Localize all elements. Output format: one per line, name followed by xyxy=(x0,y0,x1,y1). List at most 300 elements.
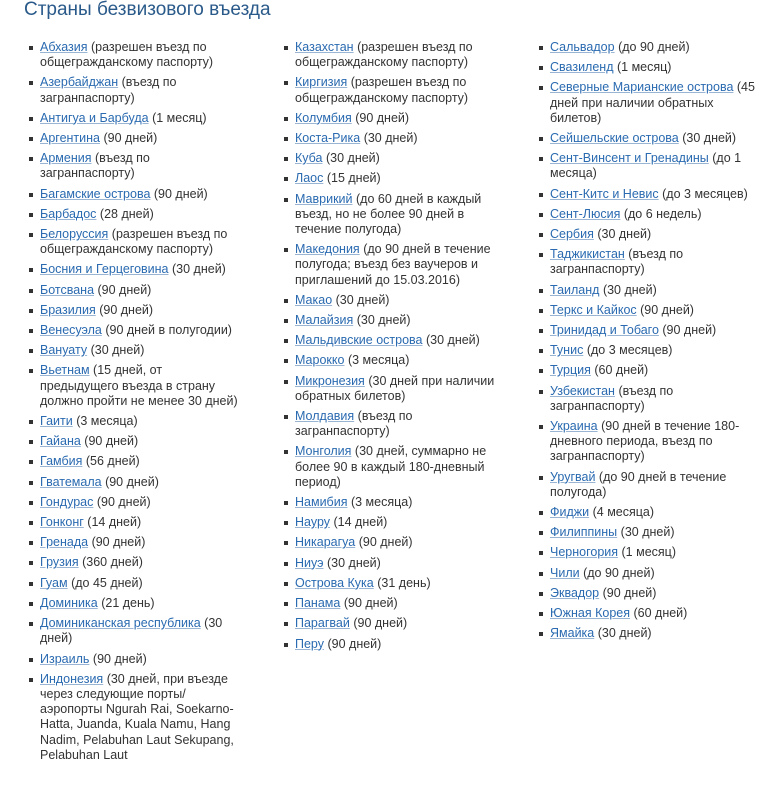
country-link[interactable]: Южная Корея xyxy=(550,606,630,621)
country-link[interactable]: Куба xyxy=(295,151,323,166)
country-list-item xyxy=(279,576,495,591)
visa-terms: (31 день) xyxy=(377,575,431,590)
bullet-icon xyxy=(284,117,288,121)
country-list-item xyxy=(24,283,238,298)
country-list-item xyxy=(279,293,495,308)
bullet-icon xyxy=(539,612,543,616)
visa-terms: (30 дней, при въезде через следующие порты/аэропорты Ngurah Rai, Soekarno-Hatta, Juanda, Kuala Namu, Hang Nadim, Pelabuhan Laut Sekupang, Pelabuhan Laut xyxy=(40,671,234,762)
visa-terms: (4 месяца) xyxy=(592,505,655,520)
bullet-icon xyxy=(284,643,288,647)
visa-terms: (90 дней) xyxy=(662,323,717,338)
bullet-icon xyxy=(539,511,543,515)
country-link[interactable]: Микронезия xyxy=(295,373,365,388)
bullet-icon xyxy=(29,658,33,662)
visa-terms: (разрешен въезд по общегражданскому паспорту) xyxy=(40,40,214,70)
bullet-icon xyxy=(284,157,288,161)
country-link[interactable]: Мальдивские острова xyxy=(295,333,423,348)
country-list-item xyxy=(534,303,766,318)
country-link[interactable]: Армения xyxy=(40,151,92,166)
country-list-item xyxy=(534,207,766,222)
country-list-item xyxy=(24,363,238,409)
visa-terms: (30 дней) xyxy=(682,131,737,146)
visa-terms: (90 дней) xyxy=(602,585,657,600)
country-link[interactable]: Колумбия xyxy=(295,110,352,125)
bullet-icon xyxy=(284,380,288,384)
country-list-item xyxy=(279,515,495,530)
country-list-item xyxy=(279,192,495,238)
country-list-item xyxy=(279,313,495,328)
country-list-item xyxy=(24,262,238,277)
visa-terms: (360 дней) xyxy=(82,555,143,570)
bullet-icon xyxy=(284,46,288,50)
visa-terms: (разрешен въезд по общегражданскому паспорту) xyxy=(40,227,228,257)
country-link[interactable]: Науру xyxy=(295,515,331,530)
country-list-item xyxy=(24,434,238,449)
country-link[interactable]: Гватемала xyxy=(40,474,102,489)
visa-terms: (до 6 недель) xyxy=(623,206,702,221)
visa-terms: (до 60 дней в каждый въезд, но не более 90 дней в течение полугода) xyxy=(295,191,482,237)
country-list-item xyxy=(24,672,238,763)
country-link[interactable]: Израиль xyxy=(40,651,90,666)
visa-terms: (до 90 дней в течение полугода; въезд без ваучеров и приглашений до 15.03.2016) xyxy=(295,242,491,287)
bullet-icon xyxy=(29,521,33,525)
country-link[interactable]: Гамбия xyxy=(40,454,83,469)
country-link[interactable]: Острова Кука xyxy=(295,575,374,590)
visa-terms: (3 месяца) xyxy=(76,414,138,429)
bullet-icon xyxy=(539,157,543,161)
visa-terms: (14 дней) xyxy=(333,515,388,530)
country-link[interactable]: Македония xyxy=(295,242,360,257)
country-link[interactable]: Гондурас xyxy=(40,494,94,509)
bullet-icon xyxy=(539,551,543,555)
visa-terms: (разрешен въезд по общегражданскому паспорту) xyxy=(295,75,469,105)
visa-terms: (15 дней, от предыдущего въезда в страну должно пройти не менее 30 дней) xyxy=(40,363,238,408)
country-list-item xyxy=(24,343,238,358)
bullet-icon xyxy=(284,602,288,606)
country-list-item xyxy=(279,374,495,404)
country-list-item xyxy=(534,470,766,500)
visa-terms: (3 месяца) xyxy=(347,353,410,368)
bullet-icon xyxy=(29,46,33,50)
country-link[interactable]: Парагвай xyxy=(295,616,350,631)
bullet-icon xyxy=(29,349,33,353)
bullet-icon xyxy=(539,425,543,429)
visa-terms: (до 45 дней) xyxy=(71,575,143,590)
country-link[interactable]: Грузия xyxy=(40,555,79,570)
country-list-item xyxy=(24,151,238,181)
country-list-item xyxy=(534,247,766,277)
country-list-item xyxy=(279,616,495,631)
country-link[interactable]: Гаити xyxy=(40,414,73,429)
country-list-item xyxy=(534,626,766,641)
bullet-icon xyxy=(539,193,543,197)
visa-terms: (3 месяца) xyxy=(350,495,413,510)
country-link[interactable]: Таиланд xyxy=(550,282,600,297)
country-list-item xyxy=(534,151,766,181)
country-link[interactable]: Венесуэла xyxy=(40,323,102,338)
country-column-1 xyxy=(24,40,238,768)
bullet-icon xyxy=(29,440,33,444)
visa-terms: (разрешен въезд по общегражданскому паспорту) xyxy=(295,40,473,70)
visa-terms: (60 дней) xyxy=(633,606,688,621)
country-list-item xyxy=(279,242,495,288)
country-list-item xyxy=(534,343,766,358)
country-list-item xyxy=(534,505,766,520)
bullet-icon xyxy=(284,177,288,181)
bullet-icon xyxy=(284,248,288,252)
visa-terms: (30 дней) xyxy=(425,333,480,348)
bullet-icon xyxy=(29,369,33,373)
country-link[interactable]: Тринидад и Тобаго xyxy=(550,323,659,338)
visa-terms: (21 день) xyxy=(101,595,155,610)
country-link[interactable]: Украина xyxy=(550,419,598,434)
visa-terms: (90 дней) xyxy=(103,131,158,146)
visa-terms: (1 месяц) xyxy=(152,110,207,125)
bullet-icon xyxy=(284,198,288,202)
visa-terms: (30 дней) xyxy=(363,131,418,146)
country-link[interactable]: Малайзия xyxy=(295,313,354,328)
bullet-icon xyxy=(29,268,33,272)
country-list-item xyxy=(279,556,495,571)
country-link[interactable]: Марокко xyxy=(295,353,345,368)
country-list-item xyxy=(279,495,495,510)
visa-terms: (1 месяц) xyxy=(616,60,672,75)
visa-terms: (90 дней) xyxy=(327,636,382,651)
country-list-item xyxy=(279,409,495,439)
country-link[interactable]: Черногория xyxy=(550,545,619,560)
country-link[interactable]: Аргентина xyxy=(40,131,100,146)
country-list-item xyxy=(534,525,766,540)
visa-terms: (90 дней) xyxy=(353,616,408,631)
country-link[interactable]: Турция xyxy=(550,363,591,378)
country-link[interactable]: Казахстан xyxy=(295,40,354,54)
bullet-icon xyxy=(29,541,33,545)
visa-terms: (до 1 месяца) xyxy=(550,151,742,181)
visa-terms: (56 дней) xyxy=(85,454,140,469)
country-link[interactable]: Вьетнам xyxy=(40,363,90,378)
country-link[interactable]: Узбекистан xyxy=(550,383,615,398)
country-link[interactable]: Босния и Герцеговина xyxy=(40,262,169,277)
country-list-item xyxy=(24,495,238,510)
country-link[interactable]: Гренада xyxy=(40,535,89,550)
bullet-icon xyxy=(539,476,543,480)
country-link[interactable]: Коста-Рика xyxy=(295,131,361,146)
country-link[interactable]: Гайана xyxy=(40,434,81,449)
bullet-icon xyxy=(539,289,543,293)
visa-terms: (90 дней) xyxy=(105,474,159,489)
country-list-item xyxy=(24,616,238,646)
visa-terms: (15 дней) xyxy=(326,171,381,186)
bullet-icon xyxy=(284,521,288,525)
country-link[interactable]: Сент-Люсия xyxy=(550,206,621,221)
country-link[interactable]: Гонконг xyxy=(40,515,84,530)
visa-terms: (90 дней) xyxy=(92,651,147,666)
country-link[interactable]: Северные Марианские острова xyxy=(550,80,734,95)
visa-terms: (30 дней) xyxy=(40,616,223,646)
country-link[interactable]: Белоруссия xyxy=(40,227,109,242)
country-list-item xyxy=(24,187,238,202)
bullet-icon xyxy=(29,193,33,197)
bullet-icon xyxy=(29,117,33,121)
bullet-icon xyxy=(29,309,33,313)
country-link[interactable]: Доминика xyxy=(40,595,98,610)
country-list-item xyxy=(534,131,766,146)
visa-terms: (въезд по загранпаспорту) xyxy=(295,409,413,439)
country-list-item xyxy=(24,555,238,570)
country-list-item xyxy=(24,515,238,530)
visa-terms: (90 дней) xyxy=(99,302,154,317)
country-link[interactable]: Киргизия xyxy=(295,75,348,90)
bullet-icon xyxy=(284,541,288,545)
visa-terms: (30 дней) xyxy=(326,555,381,570)
country-list-item xyxy=(24,576,238,591)
country-list-item xyxy=(279,596,495,611)
bullet-icon xyxy=(539,592,543,596)
country-link[interactable]: Молдавия xyxy=(295,409,355,424)
visa-terms: (30 дней, суммарно не более 90 в каждый 180-дневный период) xyxy=(295,444,487,489)
country-list-item xyxy=(534,323,766,338)
bullet-icon xyxy=(284,622,288,626)
bullet-icon xyxy=(284,359,288,363)
bullet-icon xyxy=(284,415,288,419)
visa-terms: (1 месяц) xyxy=(621,545,676,560)
country-link[interactable]: Абхазия xyxy=(40,40,88,54)
visa-terms: (до 90 дней в течение полугода) xyxy=(550,469,727,499)
bullet-icon xyxy=(29,157,33,161)
country-list-item xyxy=(24,535,238,550)
bullet-icon xyxy=(29,213,33,217)
country-list-item xyxy=(534,419,766,465)
country-link[interactable]: Перу xyxy=(295,636,324,651)
visa-terms: (до 90 дней) xyxy=(583,565,655,580)
country-link[interactable]: Багамские острова xyxy=(40,186,151,201)
country-list-item xyxy=(534,606,766,621)
country-link[interactable]: Сальвадор xyxy=(550,40,615,54)
country-link[interactable]: Ниуэ xyxy=(295,555,324,570)
visa-terms: (90 дней в полугодии) xyxy=(105,323,232,338)
country-link[interactable]: Эквадор xyxy=(550,585,600,600)
visa-terms: (30 дней) xyxy=(602,282,657,297)
bullet-icon xyxy=(539,329,543,333)
visa-terms: (въезд по загранпаспорту) xyxy=(40,151,150,181)
country-list-item xyxy=(534,545,766,560)
bullet-icon xyxy=(29,289,33,293)
country-link[interactable]: Ямайка xyxy=(550,626,595,641)
visa-terms: (въезд по загранпаспорту) xyxy=(40,75,177,105)
bullet-icon xyxy=(284,450,288,454)
country-list-item xyxy=(279,333,495,348)
bullet-icon xyxy=(29,137,33,141)
bullet-icon xyxy=(539,572,543,576)
bullet-icon xyxy=(539,46,543,50)
bullet-icon xyxy=(539,390,543,394)
country-list-item xyxy=(534,384,766,414)
visa-terms: (90 дней) xyxy=(358,535,413,550)
visa-terms: (28 дней) xyxy=(99,206,154,221)
country-list-item xyxy=(24,454,238,469)
visa-terms: (до 3 месяцев) xyxy=(586,343,673,358)
bullet-icon xyxy=(284,501,288,505)
country-list-item xyxy=(24,111,238,126)
bullet-icon xyxy=(29,622,33,626)
bullet-icon xyxy=(29,420,33,424)
country-link[interactable]: Бразилия xyxy=(40,302,96,317)
country-link[interactable]: Фиджи xyxy=(550,505,590,520)
bullet-icon xyxy=(539,233,543,237)
visa-terms: (30 дней) xyxy=(172,262,226,277)
bullet-icon xyxy=(29,501,33,505)
country-link[interactable]: Сент-Винсент и Гренадины xyxy=(550,151,709,166)
visa-terms: (30 дней) xyxy=(90,343,145,358)
country-link[interactable]: Монголия xyxy=(295,444,352,459)
country-list-item xyxy=(24,131,238,146)
country-list-item xyxy=(534,227,766,242)
country-list-item xyxy=(279,637,495,652)
bullet-icon xyxy=(284,319,288,323)
country-list-item xyxy=(534,40,766,55)
country-list-item xyxy=(24,323,238,338)
country-list-item xyxy=(24,652,238,667)
visa-terms: (45 дней при наличии обратных билетов) xyxy=(550,80,755,125)
bullet-icon xyxy=(539,86,543,90)
country-link[interactable]: Чили xyxy=(550,565,580,580)
country-list-item xyxy=(534,60,766,75)
country-link[interactable]: Никарагуа xyxy=(295,535,356,550)
bullet-icon xyxy=(539,137,543,141)
bullet-icon xyxy=(29,460,33,464)
visa-terms: (90 дней) xyxy=(91,535,146,550)
country-link[interactable]: Филиппины xyxy=(550,525,618,540)
country-link[interactable]: Антигуа и Барбуда xyxy=(40,110,149,125)
visa-terms: (90 дней) xyxy=(84,434,139,449)
bullet-icon xyxy=(29,81,33,85)
bullet-icon xyxy=(284,137,288,141)
country-list-item xyxy=(279,444,495,490)
visa-terms: (до 3 месяцев) xyxy=(662,186,748,201)
visa-terms: (90 дней) xyxy=(97,282,152,297)
country-column-3 xyxy=(534,40,766,647)
bullet-icon xyxy=(539,349,543,353)
country-list-item xyxy=(534,187,766,202)
country-list-item xyxy=(279,40,495,70)
page-title: Страны безвизового въезда xyxy=(24,0,271,20)
country-list-item xyxy=(279,171,495,186)
country-column-2 xyxy=(279,40,495,657)
country-list-item xyxy=(279,131,495,146)
visa-terms: (60 дней) xyxy=(594,363,649,378)
country-link[interactable]: Гуам xyxy=(40,575,68,590)
visa-terms: (90 дней) xyxy=(96,494,151,509)
country-link[interactable]: Лаос xyxy=(295,171,324,186)
visa-terms: (90 дней в течение 180-дневного периода, въезд по загранпаспорту) xyxy=(550,419,740,464)
country-link[interactable]: Сейшельские острова xyxy=(550,131,679,146)
country-link[interactable]: Сербия xyxy=(550,227,594,242)
bullet-icon xyxy=(539,632,543,636)
country-list-item xyxy=(24,596,238,611)
visa-terms: (въезд по загранпаспорту) xyxy=(550,383,674,413)
visa-terms: (30 дней) xyxy=(356,313,411,328)
bullet-icon xyxy=(29,481,33,485)
country-list-item xyxy=(24,414,238,429)
country-link[interactable]: Таджикистан xyxy=(550,247,625,262)
visa-terms: (30 дней) xyxy=(597,227,652,242)
country-link[interactable]: Уругвай xyxy=(550,469,596,484)
bullet-icon xyxy=(29,233,33,237)
country-list-item xyxy=(24,227,238,257)
country-list-item xyxy=(279,535,495,550)
bullet-icon xyxy=(539,531,543,535)
bullet-icon xyxy=(284,582,288,586)
bullet-icon xyxy=(29,329,33,333)
bullet-icon xyxy=(284,339,288,343)
country-link[interactable]: Вануату xyxy=(40,343,88,358)
country-list-item xyxy=(534,283,766,298)
country-link[interactable]: Макао xyxy=(295,292,333,307)
bullet-icon xyxy=(284,562,288,566)
country-link[interactable]: Барбадос xyxy=(40,206,97,221)
country-list-item xyxy=(534,363,766,378)
country-list-item xyxy=(279,353,495,368)
visa-terms: (90 дней) xyxy=(640,302,694,317)
country-list-item xyxy=(534,586,766,601)
bullet-icon xyxy=(29,582,33,586)
country-link[interactable]: Ботсвана xyxy=(40,282,95,297)
country-link[interactable]: Сент-Китс и Невис xyxy=(550,186,659,201)
visa-terms: (30 дней) xyxy=(597,626,652,641)
visa-terms: (30 дней) xyxy=(335,292,390,307)
country-list-item xyxy=(534,80,766,126)
bullet-icon xyxy=(539,66,543,70)
visa-terms: (до 90 дней) xyxy=(618,40,690,54)
country-list-item xyxy=(279,111,495,126)
visa-terms: (30 дней при наличии обратных билетов) xyxy=(295,373,495,403)
visa-terms: (90 дней) xyxy=(343,596,398,611)
country-list-item xyxy=(279,151,495,166)
country-list-item xyxy=(24,303,238,318)
bullet-icon xyxy=(29,561,33,565)
country-link[interactable]: Тунис xyxy=(550,343,584,358)
country-link[interactable]: Индонезия xyxy=(40,671,104,686)
visa-terms: (90 дней) xyxy=(355,110,410,125)
country-list-item xyxy=(24,475,238,490)
bullet-icon xyxy=(29,602,33,606)
country-list-item xyxy=(24,75,238,105)
country-list-item xyxy=(279,75,495,105)
country-link[interactable]: Свазиленд xyxy=(550,60,614,75)
country-link[interactable]: Азербайджан xyxy=(40,75,119,90)
country-link[interactable]: Доминиканская республика xyxy=(40,616,201,631)
visa-terms: (30 дней) xyxy=(620,525,675,540)
visa-terms: (въезд по загранпаспорту) xyxy=(550,247,684,277)
country-list-item xyxy=(24,40,238,70)
bullet-icon xyxy=(539,309,543,313)
country-list-item xyxy=(534,566,766,581)
bullet-icon xyxy=(539,253,543,257)
bullet-icon xyxy=(29,678,33,682)
visa-terms: (90 дней) xyxy=(153,186,208,201)
bullet-icon xyxy=(284,299,288,303)
bullet-icon xyxy=(539,369,543,373)
country-link[interactable]: Намибия xyxy=(295,495,348,510)
bullet-icon xyxy=(539,213,543,217)
country-link[interactable]: Теркс и Кайкос xyxy=(550,302,637,317)
bullet-icon xyxy=(284,81,288,85)
country-link[interactable]: Маврикий xyxy=(295,191,353,206)
country-link[interactable]: Панама xyxy=(295,596,341,611)
visa-terms: (30 дней) xyxy=(325,151,380,166)
country-list-item xyxy=(24,207,238,222)
visa-terms: (14 дней) xyxy=(87,515,142,530)
